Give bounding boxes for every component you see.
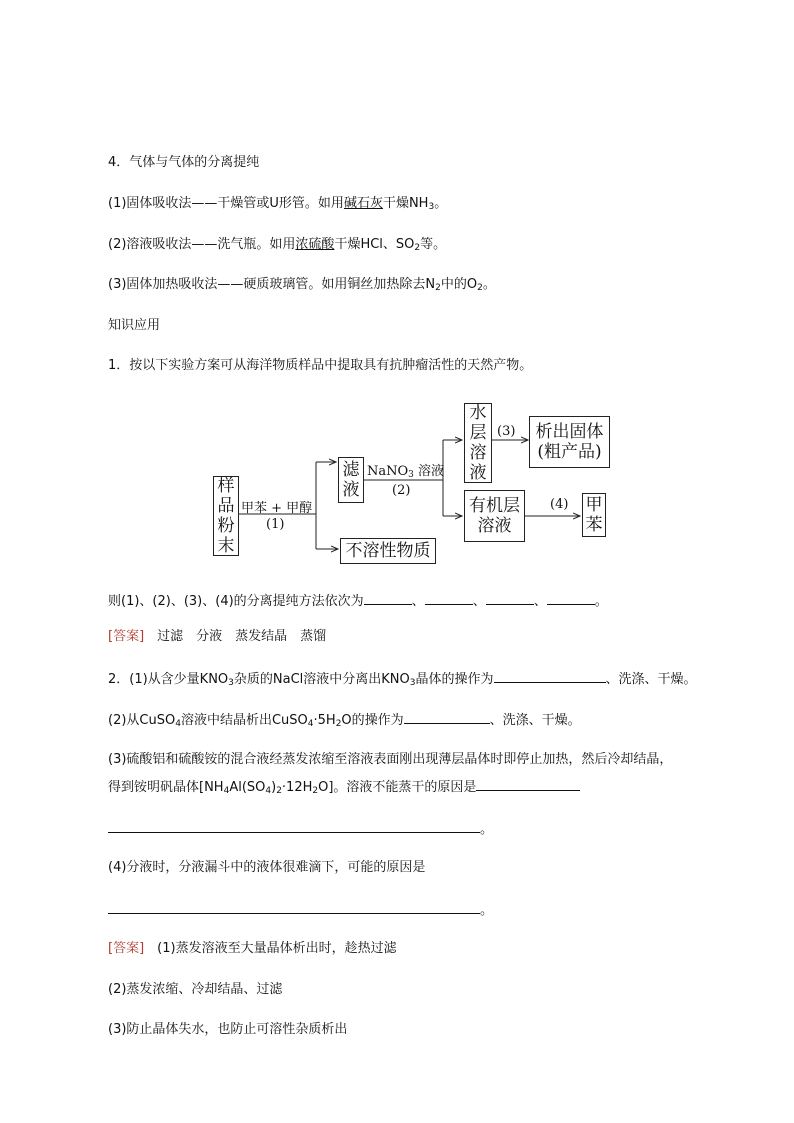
answer-blank[interactable] [108,819,480,833]
section-4-item-1: (1)固体吸收法——干燥管或U形管。如用碱石灰干燥$NH_3$。 [108,196,448,212]
precipitated-solid-box: 析出固体 (粗产品) [529,416,610,468]
underlined-term: 浓硫酸 [295,237,335,252]
question-2-answer-1: [答案] (1)蒸发溶液至大量晶体析出时，趁热过滤 [108,941,397,956]
question-2-answer-2: (2)蒸发浓缩、冷却结晶、过滤 [108,982,283,997]
reagent-nano3-solution: NaNO$_3$ 溶液 [367,464,445,480]
answer-blank[interactable] [425,591,473,605]
knowledge-application-heading: 知识应用 [108,318,161,333]
underlined-term: 碱石灰 [343,196,383,211]
question-2-part-3-line-2: 得到铵明矾晶体$[NH_4Al(SO_4)_2\cdot 12H_2O]$。溶液不能蒸干的原因是 [108,777,580,797]
section-4-title: 4．气体与气体的分离提纯 [108,155,260,170]
answer-blank[interactable] [476,777,580,791]
question-2-part-3-line-1: (3)硫酸铝和硫酸铵的混合液经蒸发浓缩至溶液表面刚出现薄层晶体时即停止加热，然后冷却结晶， [108,752,673,767]
question-2-part-4-blank-line: 。 [108,900,493,920]
sample-powder-box: 样 品 粉 末 [213,476,239,556]
reagent-toluene-methanol: 甲苯 + 甲醇 [241,501,313,516]
step-2-label: (2) [392,483,411,498]
question-2-answer-3: (3)防止晶体失水，也防止可溶性杂质析出 [108,1022,348,1037]
step-3-label: (3) [497,424,516,439]
answer-blank[interactable] [547,591,595,605]
answer-blank[interactable] [486,591,534,605]
answer-blank[interactable] [364,591,412,605]
question-1-ask: 则(1)、(2)、(3)、(4)的分离提纯方法依次为 、 、 、 。 [108,591,608,611]
insoluble-matter-box: 不溶性物质 [340,538,436,564]
step-4-label: (4) [550,497,569,512]
answer-blank[interactable] [108,900,480,914]
answer-blank[interactable] [494,669,606,683]
answer-tag: [答案] [108,629,145,644]
question-2-part-3-blank-line: 。 [108,819,493,839]
question-2-part-4: (4)分液时，分液漏斗中的液体很难滴下，可能的原因是 [108,860,426,875]
section-4-item-2: (2)溶液吸收法——洗气瓶。如用浓硫酸干燥HCl、$SO_2$等。 [108,237,447,253]
organic-layer-box: 有机层 溶液 [464,490,525,542]
answer-blank[interactable] [404,710,490,724]
question-1-answer: [答案] 过滤 分液 蒸发结晶 蒸馏 [108,629,327,644]
section-4-item-3: (3)固体加热吸收法——硬质玻璃管。如用铜丝加热除去$N_2$中的$O_2$。 [108,277,496,293]
question-1-text: 1．按以下实验方案可从海洋物质样品中提取具有抗肿瘤活性的天然产物。 [108,358,533,373]
filtrate-box: 滤 液 [338,457,364,503]
step-1-label: (1) [266,517,285,532]
question-2-part-2: (2)从CuSO$_4$溶液中结晶析出$CuSO_4\cdot 5H_2O$的操作为 、洗涤、干燥。 [108,710,581,730]
toluene-box: 甲 苯 [582,493,606,537]
water-layer-box: 水 层 溶 液 [464,403,492,483]
question-2-part-1: 2．(1)从含少量$KNO_3$杂质的NaCl溶液中分离出$KNO_3$晶体的操作为 、洗涤、干燥。 [108,669,697,689]
answer-tag: [答案] [108,941,145,956]
